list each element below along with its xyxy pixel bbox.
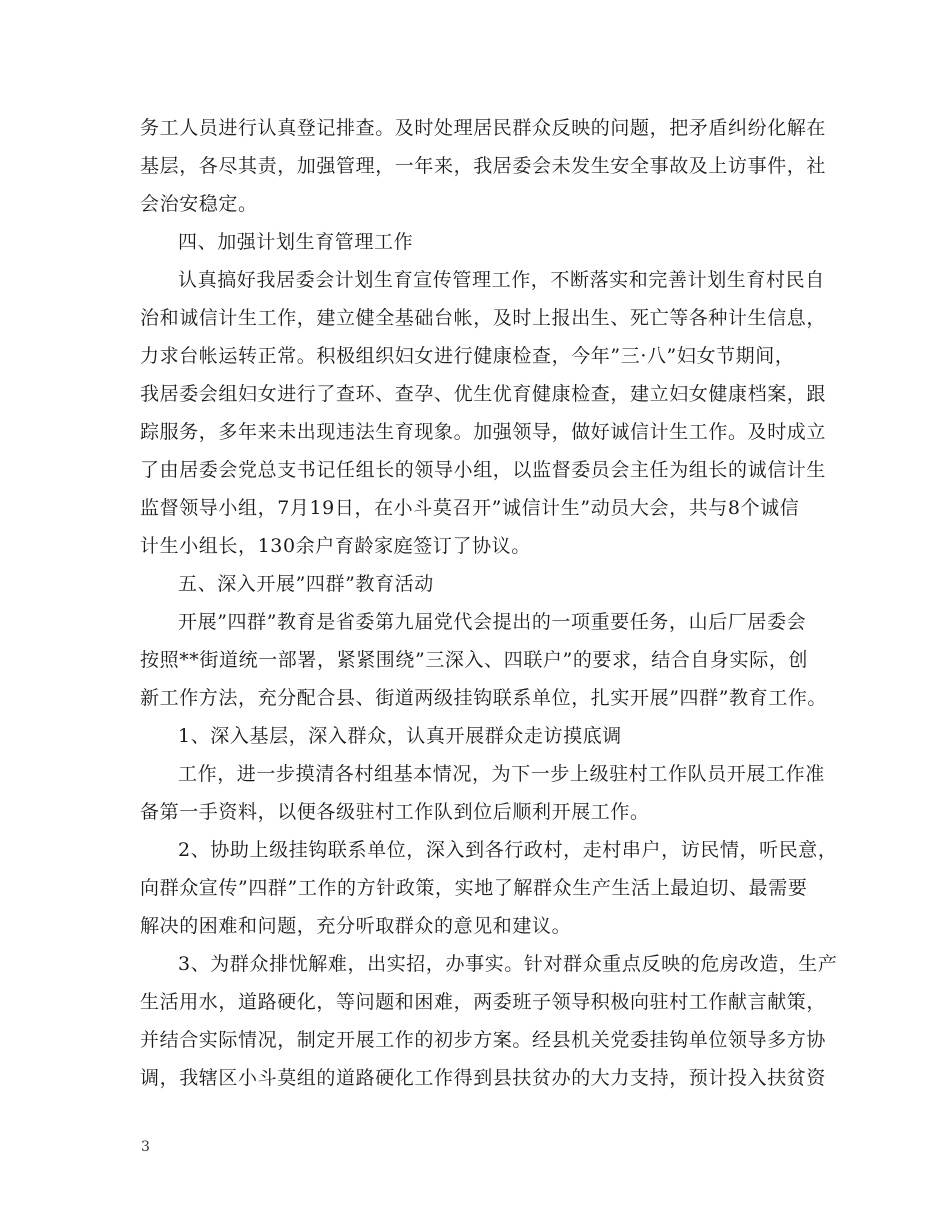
text-line: 解决的困难和问题，充分听取群众的意见和建议。 xyxy=(140,915,572,937)
page-number: 3 xyxy=(141,1139,150,1155)
text-line: 并结合实际情况，制定开展工作的初步方案。经县机关党委挂钩单位领导多方协 xyxy=(140,1029,827,1051)
text-line: 按照**街道统一部署，紧紧围绕”三深入、四联户”的要求，结合自身实际，创 xyxy=(140,649,809,671)
text-line: 踪服务，多年来未出现违法生育现象。加强领导，做好诚信计生工作。及时成立 xyxy=(140,421,827,443)
text-line: 务工人员进行认真登记排查。及时处理居民群众反映的问题，把矛盾纠纷化解在 xyxy=(140,117,827,139)
text-line: 计生小组长，130余户育龄家庭签订了协议。 xyxy=(140,535,531,557)
section-heading: 四、加强计划生育管理工作 xyxy=(178,231,414,253)
text-line: 会治安稳定。 xyxy=(140,193,258,215)
text-line: 备第一手资料，以便各级驻村工作队到位后顺利开展工作。 xyxy=(140,801,650,823)
section-heading: 五、深入开展”四群”教育活动 xyxy=(178,573,434,595)
list-item: 1、深入基层，深入群众，认真开展群众走访摸底调 xyxy=(178,725,622,747)
text-line: 生活用水，道路硬化，等问题和困难，两委班子领导积极向驻村工作献言献策， xyxy=(140,991,827,1013)
list-item: 2、协助上级挂钩联系单位，深入到各行政村，走村串户，访民情，听民意， xyxy=(178,839,838,861)
text-line: 向群众宣传”四群”工作的方针政策，实地了解群众生产生活上最迫切、最需要 xyxy=(140,877,808,899)
text-line: 调，我辖区小斗莫组的道路硬化工作得到县扶贫办的大力支持，预计投入扶贫资 xyxy=(140,1067,827,1089)
text-line: 治和诚信计生工作，建立健全基础台帐，及时上报出生、死亡等各种计生信息， xyxy=(140,307,827,329)
text-line: 认真搞好我居委会计划生育宣传管理工作，不断落实和完善计划生育村民自 xyxy=(178,269,825,291)
text-line: 我居委会组妇女进行了查环、查孕、优生优育健康检查，建立妇女健康档案，跟 xyxy=(140,383,827,405)
text-line: 新工作方法，充分配合县、街道两级挂钩联系单位，扎实开展”四群”教育工作。 xyxy=(140,687,828,709)
list-item: 3、为群众排忧解难，出实招，办事实。针对群众重点反映的危房改造，生产 xyxy=(178,953,838,975)
text-line: 基层，各尽其责，加强管理，一年来，我居委会未发生安全事故及上访事件，社 xyxy=(140,155,827,177)
text-line: 工作，进一步摸清各村组基本情况，为下一步上级驻村工作队员开展工作准 xyxy=(178,763,825,785)
text-line: 力求台帐运转正常。积极组织妇女进行健康检查，今年”三·八”妇女节期间， xyxy=(140,345,795,367)
text-line: 监督领导小组，7月19日，在小斗莫召开”诚信计生”动员大会，共与8个诚信 xyxy=(140,497,800,519)
text-line: 开展”四群”教育是省委第九届党代会提出的一项重要任务，山后厂居委会 xyxy=(178,611,807,633)
text-line: 了由居委会党总支书记任组长的领导小组，以监督委员会主任为组长的诚信计生 xyxy=(140,459,827,481)
